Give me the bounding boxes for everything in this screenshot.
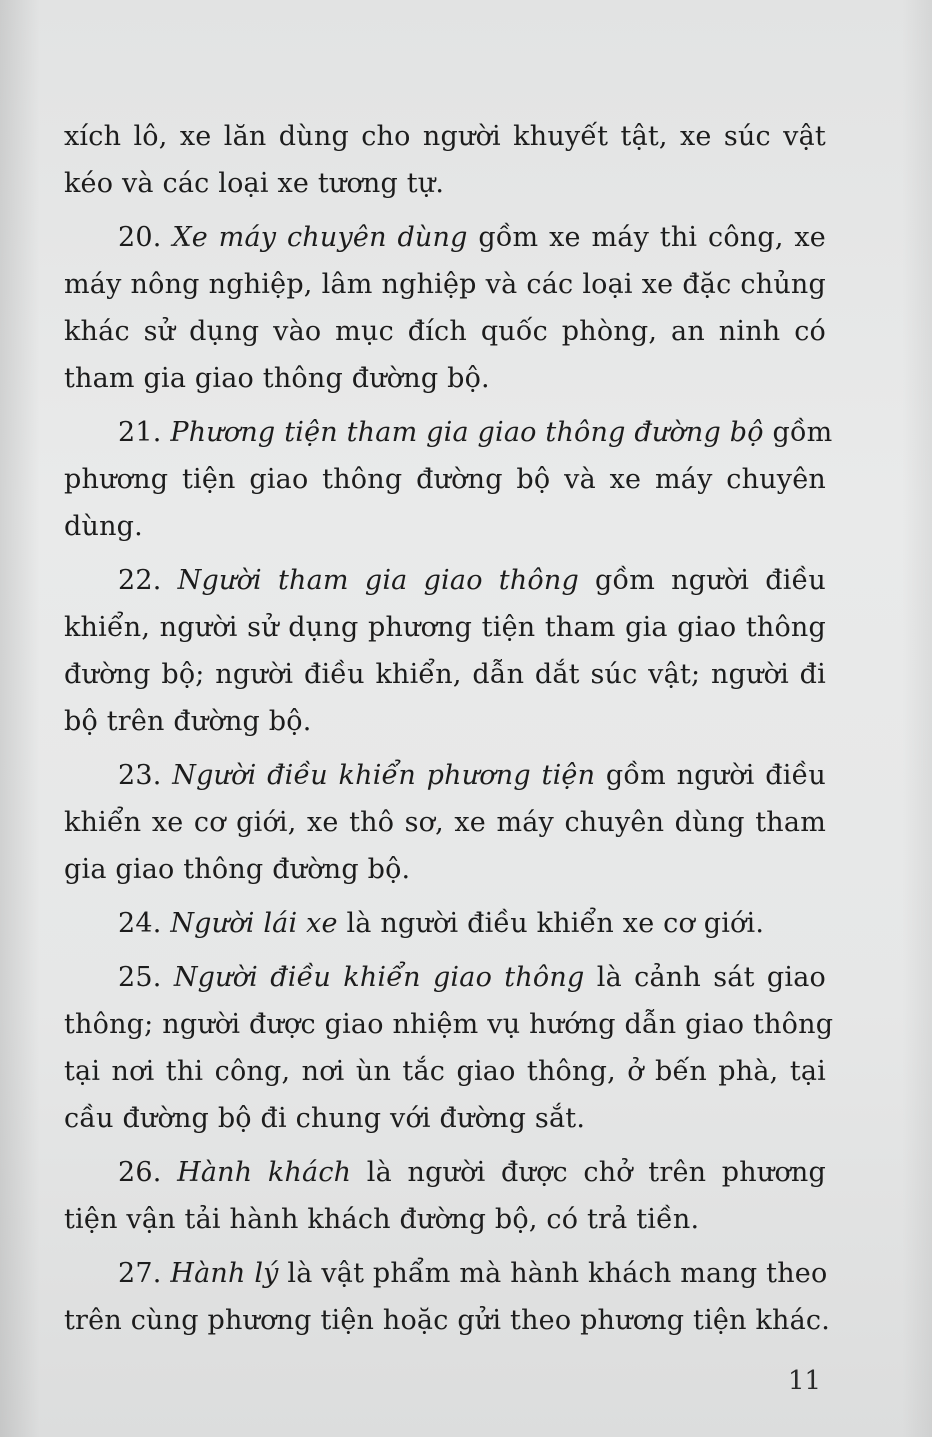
paragraph-24 [64,900,826,947]
text-line: thông; người được giao nhiệm vụ hướng dẫn giao thông [64,1009,834,1040]
page-shadow-right [902,0,932,1437]
text-line: tiện vận tải hành khách đường bộ, có trả tiền. [64,1204,700,1235]
definition-start: là người điều khiển xe cơ giới. [337,908,765,939]
text-line: dùng. [64,511,143,542]
text-line: cầu đường bộ đi chung với đường sắt. [64,1103,586,1134]
item-number: 25. [118,962,162,993]
text-line: phương tiện giao thông đường bộ và xe máy chuyên [64,464,826,495]
text-line-first [64,1250,826,1297]
text-line-first [64,752,826,799]
text-line-first [64,1149,826,1196]
defined-term: Hành lý [170,1258,279,1289]
text-line-first [64,954,826,1001]
definition-start: là vật phẩm mà hành khách mang theo [278,1258,828,1289]
text-line: khiển xe cơ giới, xe thô sơ, xe máy chuyên dùng tham [64,807,826,838]
definition-start: gồm xe máy thi công, xe [467,222,826,253]
text-line: gia giao thông đường bộ. [64,854,411,885]
text-line-first [64,557,826,604]
defined-term: Người điều khiển giao thông [173,962,585,993]
text-line-first [64,409,833,456]
paragraph-19-continued [64,113,826,207]
text-line: xích lô, xe lăn dùng cho người khuyết tật, xe súc vật [64,121,826,152]
item-number: 23. [118,760,162,791]
paragraph-25 [64,954,834,1142]
defined-term: Người tham gia giao thông [177,565,579,596]
definition-start: gồm [763,417,833,448]
defined-term: Xe máy chuyên dùng [172,222,468,253]
item-number: 24. [118,908,162,939]
item-number: 20. [118,222,162,253]
defined-term: Người điều khiển phương tiện [172,760,596,791]
text-line: kéo và các loại xe tương tự. [64,168,445,199]
page-body-text [64,113,834,1351]
text-line-first [64,900,826,947]
definition-start: là cảnh sát giao [584,962,826,993]
item-number: 27. [118,1258,162,1289]
text-line-first [64,214,826,261]
paragraph-21 [64,409,833,550]
paragraph-22 [64,557,826,745]
text-line: trên cùng phương tiện hoặc gửi theo phương tiện khác. [64,1305,831,1336]
text-line: khác sử dụng vào mục đích quốc phòng, an ninh có [64,316,826,347]
definition-start: gồm người điều [595,760,826,791]
definition-start: gồm người điều [578,565,826,596]
text-line: tham gia giao thông đường bộ. [64,363,490,394]
text-line: bộ trên đường bộ. [64,706,312,737]
text-line: đường bộ; người điều khiển, dẫn dắt súc vật; người đi [64,659,826,690]
paragraph-27 [64,1250,831,1344]
paragraph-20 [64,214,826,402]
defined-term: Hành khách [177,1157,352,1188]
item-number: 21. [118,417,162,448]
item-number: 26. [118,1157,162,1188]
paragraph-23 [64,752,826,893]
defined-term: Phương tiện tham gia giao thông đường bộ [170,417,764,448]
text-line: khiển, người sử dụng phương tiện tham gia giao thông [64,612,826,643]
item-number: 22. [118,565,162,596]
page-number: 11 [788,1366,822,1396]
definition-start: là người được chở trên phương [351,1157,826,1188]
paragraph-26 [64,1149,826,1243]
page-shadow-left [0,0,40,1437]
text-line: máy nông nghiệp, lâm nghiệp và các loại xe đặc chủng [64,269,826,300]
text-line: tại nơi thi công, nơi ùn tắc giao thông, ở bến phà, tại [64,1056,826,1087]
defined-term: Người lái xe [170,908,338,939]
